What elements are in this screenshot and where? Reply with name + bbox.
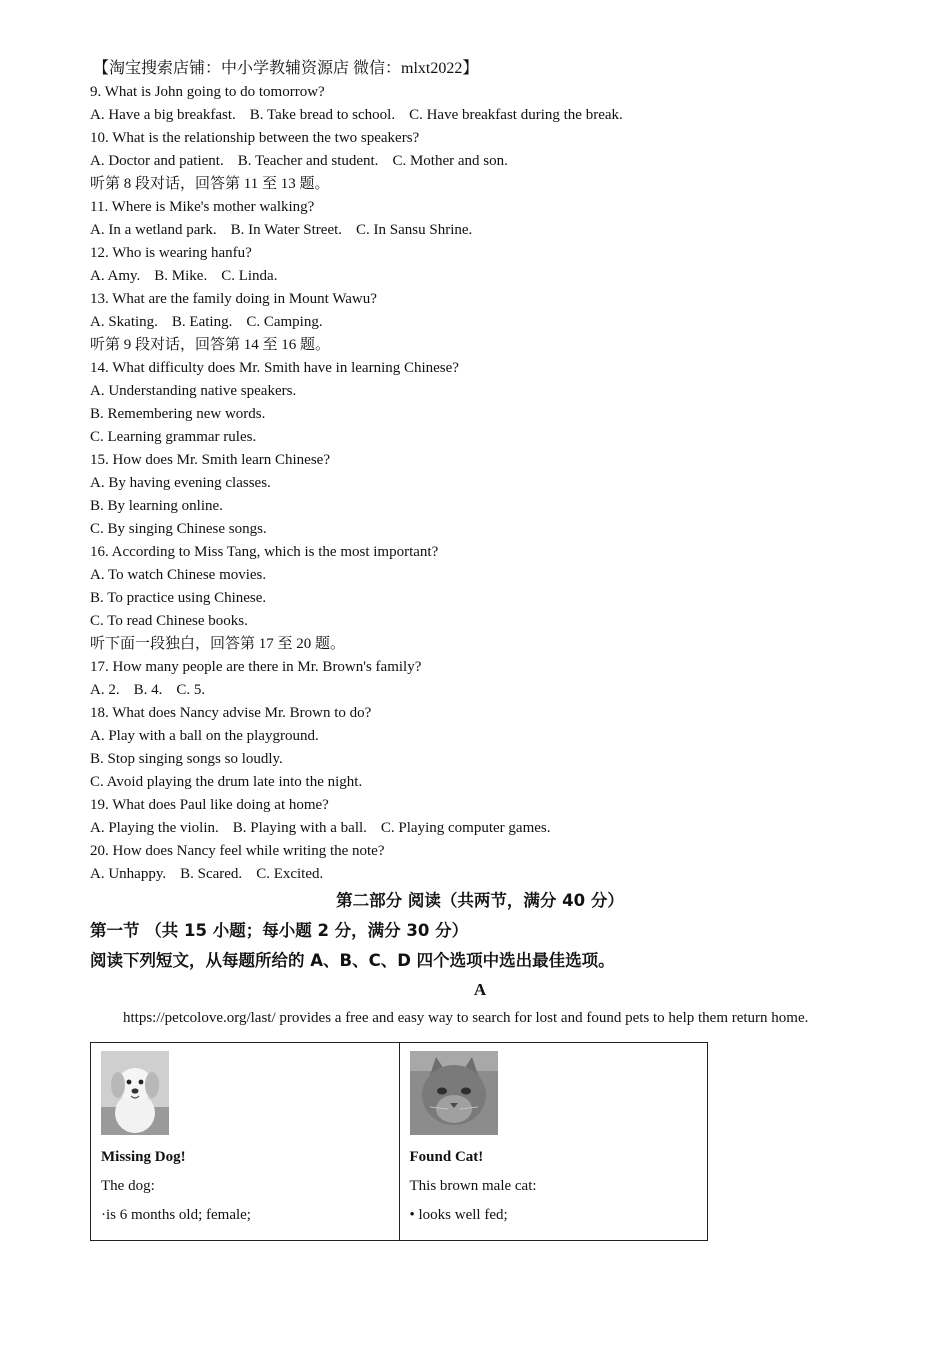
option-row [90, 817, 870, 840]
option-row [90, 150, 870, 173]
question-line: 13. What are the family doing in Mount Wawu? [90, 291, 377, 307]
answer-option: C. Have breakfast during the break. [409, 107, 623, 123]
answer-option: C. Mother and son. [392, 153, 508, 169]
option-row [90, 863, 870, 886]
answer-option: C. Playing computer games. [380, 820, 551, 836]
question-line: B. Stop singing songs so loudly. [90, 751, 283, 767]
option-row [90, 311, 870, 334]
answer-option: C. Excited. [256, 866, 324, 882]
listening-instruction: 听第 8 段对话，回答第 11 至 13 题。 [90, 176, 330, 192]
found-cat-card [399, 1043, 708, 1241]
answer-option: B. Scared. [180, 866, 243, 882]
question-line: A. Understanding native speakers. [90, 383, 297, 399]
cat-photo-icon [410, 1051, 498, 1135]
pets-table [90, 1042, 708, 1241]
dog-card-title: Missing Dog! [101, 1149, 186, 1165]
answer-option: B. Teacher and student. [237, 153, 379, 169]
answer-option: B. Take bread to school. [249, 107, 396, 123]
answer-option: A. 2. [90, 682, 120, 698]
missing-dog-card [91, 1043, 400, 1241]
answer-option: A. In a wetland park. [90, 222, 217, 238]
answer-option: B. Eating. [171, 314, 233, 330]
question-line: 17. How many people are there in Mr. Brown's family? [90, 659, 422, 675]
answer-option: A. Unhappy. [90, 866, 167, 882]
question-line: C. To read Chinese books. [90, 613, 248, 629]
question-line: 12. Who is wearing hanfu? [90, 245, 252, 261]
answer-option: A. Doctor and patient. [90, 153, 224, 169]
question-line: 9. What is John going to do tomorrow? [90, 84, 325, 100]
document-page [90, 57, 870, 1241]
puppy-photo-icon [101, 1051, 169, 1135]
question-line: 15. How does Mr. Smith learn Chinese? [90, 452, 330, 468]
question-line: B. By learning online. [90, 498, 223, 514]
listening-questions [90, 81, 870, 886]
answer-option: C. 5. [176, 682, 206, 698]
question-line: C. Learning grammar rules. [90, 429, 257, 445]
passage-label: A [473, 980, 487, 999]
dog-card-line: The dog: [101, 1178, 155, 1194]
question-line: 11. Where is Mike's mother walking? [90, 199, 315, 215]
question-line: A. By having evening classes. [90, 475, 271, 491]
cat-card-line: This brown male cat: [409, 1178, 537, 1194]
question-line: 14. What difficulty does Mr. Smith have in learning Chinese? [90, 360, 459, 376]
instruction: 阅读下列短文，从每题所给的 A、B、C、D 四个选项中选出最佳选项。 [90, 951, 615, 970]
watermark: 【淘宝搜索店铺：中小学教辅资源店 微信：mlxt2022】 [93, 60, 479, 77]
question-line: A. To watch Chinese movies. [90, 567, 267, 583]
question-line: B. To practice using Chinese. [90, 590, 267, 606]
answer-option: A. Skating. [90, 314, 158, 330]
cat-card-line: • looks well fed; [409, 1207, 508, 1223]
cat-card-title: Found Cat! [409, 1149, 484, 1165]
answer-option: A. Playing the violin. [90, 820, 219, 836]
answer-option: B. Playing with a ball. [232, 820, 367, 836]
option-row [90, 679, 870, 702]
question-line: 10. What is the relationship between the two speakers? [90, 130, 420, 146]
option-row [90, 219, 870, 242]
question-line: C. By singing Chinese songs. [90, 521, 267, 537]
question-line: C. Avoid playing the drum late into the night. [90, 774, 363, 790]
listening-instruction: 听下面一段独白，回答第 17 至 20 题。 [90, 636, 346, 652]
answer-option: B. Mike. [154, 268, 208, 284]
question-line: 19. What does Paul like doing at home? [90, 797, 329, 813]
question-line: 16. According to Miss Tang, which is the most important? [90, 544, 439, 560]
section-one-title: 第一节 （共 15 小题；每小题 2 分，满分 30 分） [90, 921, 469, 940]
question-line: 18. What does Nancy advise Mr. Brown to do? [90, 705, 372, 721]
part-two-title: 第二部分 阅读（共两节，满分 40 分） [336, 891, 624, 910]
answer-option: C. Camping. [246, 314, 323, 330]
option-row [90, 265, 870, 288]
option-row [90, 104, 870, 127]
question-line: A. Play with a ball on the playground. [90, 728, 319, 744]
answer-option: A. Have a big breakfast. [90, 107, 236, 123]
listening-instruction: 听第 9 段对话，回答第 14 至 16 题。 [90, 337, 331, 353]
passage-intro: https://petcolove.org/last/ provides a free and easy way to search for lost and found pets to help them return home. [123, 1010, 809, 1026]
answer-option: C. Linda. [221, 268, 278, 284]
dog-card-line: ·is 6 months old; female; [101, 1207, 251, 1223]
answer-option: B. 4. [133, 682, 163, 698]
question-line: B. Remembering new words. [90, 406, 266, 422]
answer-option: C. In Sansu Shrine. [356, 222, 473, 238]
question-line: 20. How does Nancy feel while writing the note? [90, 843, 385, 859]
answer-option: B. In Water Street. [230, 222, 343, 238]
answer-option: A. Amy. [90, 268, 141, 284]
